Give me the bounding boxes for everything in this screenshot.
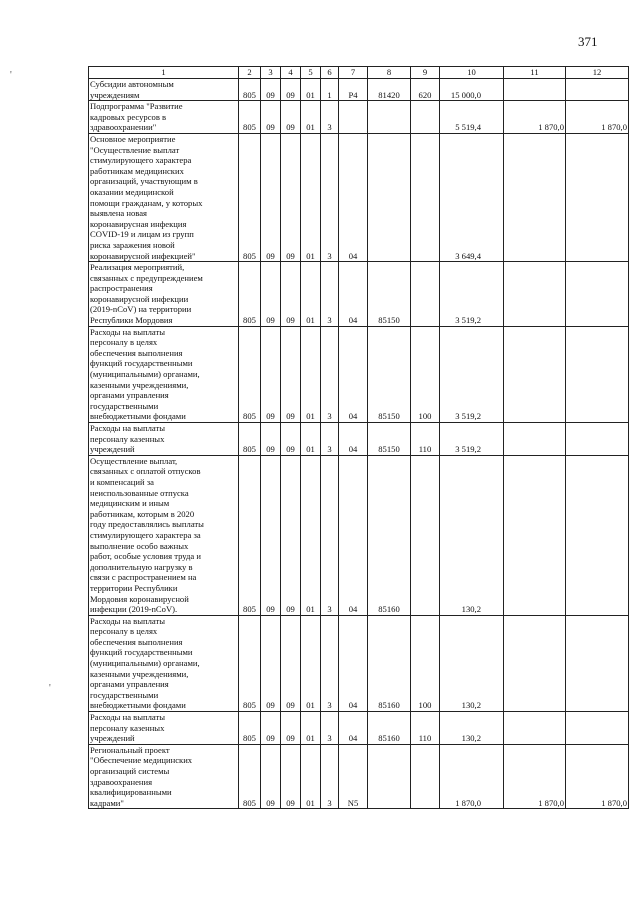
subsection-code: 09 [281,326,301,422]
amount-col10: 3 649,4 [440,133,504,261]
header-cell: 7 [339,67,368,79]
amount-col10: 15 000,0 [440,79,504,101]
amount-col10: 3 519,2 [440,326,504,422]
expense-type-code: 100 [411,615,440,711]
expense-type-code [411,262,440,327]
subsection-code: 09 [281,423,301,456]
ministry-code: 805 [239,101,261,134]
program-code: 01 [301,262,321,327]
ministry-code: 805 [239,79,261,101]
amount-col12 [566,79,629,101]
expense-type-code: 620 [411,79,440,101]
subsection-code: 09 [281,262,301,327]
event-code [339,101,368,134]
program-code: 01 [301,79,321,101]
program-code: 01 [301,615,321,711]
amount-col10: 130,2 [440,615,504,711]
table-row [89,133,629,261]
amount-col10: 130,2 [440,455,504,615]
event-code: 04 [339,133,368,261]
amount-col11: 1 870,0 [504,101,566,134]
amount-col11 [504,133,566,261]
ministry-code: 805 [239,133,261,261]
section-code: 09 [261,326,281,422]
section-code: 09 [261,133,281,261]
amount-col12 [566,712,629,745]
amount-col12: 1 870,0 [566,101,629,134]
subsection-code: 09 [281,744,301,809]
section-code: 09 [261,101,281,134]
subprogram-code: 1 [321,79,339,101]
amount-col12 [566,326,629,422]
row-name: Расходы на выплаты персоналу казенных учреждений [89,423,239,456]
table-row [89,262,629,327]
header-cell: 4 [281,67,301,79]
amount-col12 [566,262,629,327]
program-code: 01 [301,455,321,615]
header-cell: 11 [504,67,566,79]
row-name: Расходы на выплаты персоналу в целях обеспечения выполнения функций государственными (муниципальными) органами, казенными учреждениями, органами управления государственными внебюджетными фондами [89,615,239,711]
amount-col11 [504,423,566,456]
direction-code: 85160 [368,615,411,711]
ministry-code: 805 [239,615,261,711]
section-code: 09 [261,79,281,101]
program-code: 01 [301,423,321,456]
program-code: 01 [301,133,321,261]
amount-col12 [566,615,629,711]
table-row [89,423,629,456]
expense-type-code: 110 [411,423,440,456]
section-code: 09 [261,455,281,615]
header-cell: 1 [89,67,239,79]
header-cell: 8 [368,67,411,79]
amount-col12 [566,455,629,615]
subprogram-code: 3 [321,455,339,615]
row-name: Расходы на выплаты персоналу в целях обеспечения выполнения функций государственными (муниципальными) органами, казенными учреждениями, органами управления государственными внебюджетными фондами [89,326,239,422]
table-row [89,79,629,101]
subprogram-code: 3 [321,133,339,261]
subsection-code: 09 [281,615,301,711]
section-code: 09 [261,744,281,809]
header-cell: 6 [321,67,339,79]
table-row [89,326,629,422]
section-code: 09 [261,712,281,745]
page-number: 371 [578,34,598,49]
ministry-code: 805 [239,712,261,745]
amount-col10: 5 519,4 [440,101,504,134]
section-code: 09 [261,423,281,456]
direction-code [368,744,411,809]
header-cell: 10 [440,67,504,79]
table-row [89,744,629,809]
amount-col11 [504,262,566,327]
direction-code [368,101,411,134]
expense-type-code [411,455,440,615]
header-cell: 9 [411,67,440,79]
ministry-code: 805 [239,455,261,615]
expense-type-code: 110 [411,712,440,745]
ministry-code: 805 [239,744,261,809]
subsection-code: 09 [281,79,301,101]
expense-type-code [411,744,440,809]
direction-code: 81420 [368,79,411,101]
table-header-row [89,67,629,79]
amount-col11 [504,712,566,745]
subsection-code: 09 [281,712,301,745]
program-code: 01 [301,326,321,422]
table-row [89,712,629,745]
amount-col12 [566,133,629,261]
direction-code: 85160 [368,455,411,615]
direction-code: 85150 [368,326,411,422]
section-code: 09 [261,615,281,711]
amount-col12 [566,423,629,456]
event-code: N5 [339,744,368,809]
amount-col11 [504,455,566,615]
direction-code [368,133,411,261]
program-code: 01 [301,712,321,745]
row-name: Реализация мероприятий, связанных с предупреждением распространения коронавирусной инфекции (2019-nCoV) на территории Республики Мордовия [89,262,239,327]
header-cell: 5 [301,67,321,79]
subprogram-code: 3 [321,744,339,809]
ministry-code: 805 [239,262,261,327]
amount-col11 [504,79,566,101]
table-row [89,101,629,134]
expense-type-code [411,101,440,134]
subprogram-code: 3 [321,615,339,711]
budget-table [88,66,629,809]
program-code: 01 [301,101,321,134]
direction-code: 85160 [368,712,411,745]
row-name: Осуществление выплат, связанных с оплатой отпусков и компенсаций за неиспользованные отпуска медицинским и иным работникам, которым в 2020 году предоставлялись выплаты стимулирующего характера за выполнение особо важных работ, особые условия труда и дополнительную нагрузку в связи с распространением на территории Республики Мордовия коронавирусной инфекции (2019-nCoV). [89,455,239,615]
subprogram-code: 3 [321,326,339,422]
amount-col11: 1 870,0 [504,744,566,809]
section-code: 09 [261,262,281,327]
event-code: 04 [339,326,368,422]
header-cell: 12 [566,67,629,79]
amount-col12: 1 870,0 [566,744,629,809]
row-name: Расходы на выплаты персоналу казенных учреждений [89,712,239,745]
program-code: 01 [301,744,321,809]
table-row [89,455,629,615]
subsection-code: 09 [281,455,301,615]
amount-col10: 3 519,2 [440,262,504,327]
header-cell: 2 [239,67,261,79]
table-row [89,615,629,711]
row-name: Основное мероприятие "Осуществление выплат стимулирующего характера работникам медицинских организаций, участвующим в оказании медицинской помощи гражданам, у которых выявлена новая коронавирусная инфекция COVID-19 и лицам из групп риска заражения новой коронавирусной инфекцией" [89,133,239,261]
event-code: P4 [339,79,368,101]
event-code: 04 [339,423,368,456]
event-code: 04 [339,712,368,745]
ministry-code: 805 [239,423,261,456]
subprogram-code: 3 [321,712,339,745]
amount-col10: 130,2 [440,712,504,745]
amount-col11 [504,615,566,711]
ministry-code: 805 [239,326,261,422]
row-name: Субсидии автономным учреждениям [89,79,239,101]
amount-col10: 3 519,2 [440,423,504,456]
row-name: Региональный проект "Обеспечение медицинских организаций системы здравоохранения квалифицированными кадрами" [89,744,239,809]
direction-code: 85150 [368,262,411,327]
event-code: 04 [339,262,368,327]
row-name: Подпрограмма "Развитие кадровых ресурсов в здравоохранении" [89,101,239,134]
event-code: 04 [339,615,368,711]
subsection-code: 09 [281,101,301,134]
margin-tick: ' [49,683,51,694]
subprogram-code: 3 [321,262,339,327]
amount-col10: 1 870,0 [440,744,504,809]
amount-col11 [504,326,566,422]
expense-type-code [411,133,440,261]
header-cell: 3 [261,67,281,79]
subprogram-code: 3 [321,101,339,134]
expense-type-code: 100 [411,326,440,422]
direction-code: 85150 [368,423,411,456]
margin-tick: ' [10,70,12,81]
subsection-code: 09 [281,133,301,261]
event-code: 04 [339,455,368,615]
subprogram-code: 3 [321,423,339,456]
